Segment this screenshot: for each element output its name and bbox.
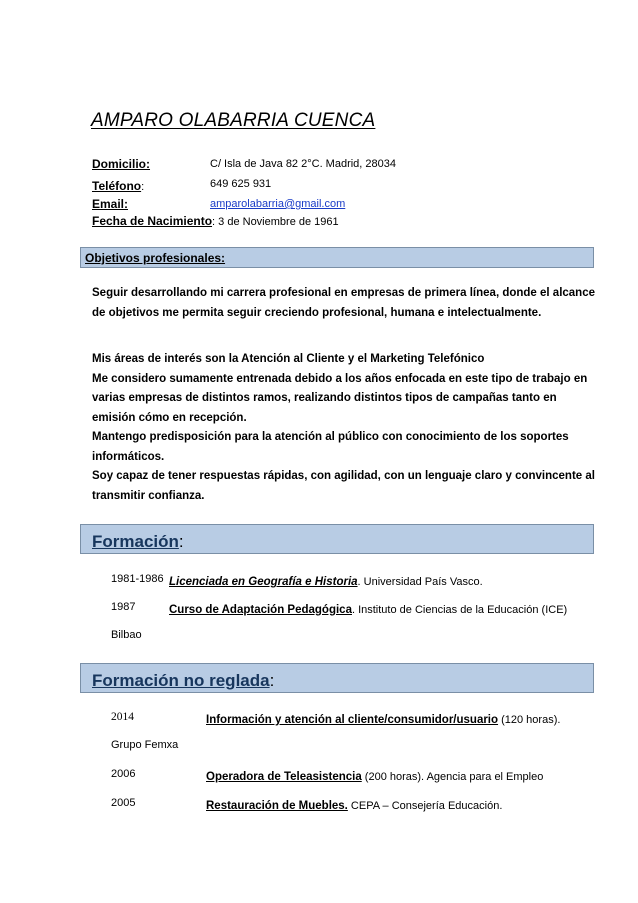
formacion-title-1: Licenciada en Geografía e Historia — [169, 576, 358, 588]
no-reglada-title-wrap — [92, 671, 274, 691]
formacion-year-2: 1987 — [111, 601, 136, 613]
nacimiento-wrap — [92, 212, 339, 230]
formacion-rest-1: . Universidad País Vasco. — [357, 576, 483, 588]
no-reglada-rest-3: CEPA – Consejería Educación. — [347, 800, 503, 812]
no-reglada-item-2 — [206, 767, 543, 785]
formacion-cont-2: Bilbao — [111, 629, 142, 641]
formacion-year-1: 1981-1986 — [111, 573, 164, 585]
objetivos-line-2: Me considero sumamente entrenada debido a los años enfocada en este tipo de trabajo en varias empresas de distintos ramos, realizando distintos tipos de campañas tanto en emisión cómo en recepción. — [92, 372, 588, 424]
formacion-rest-2: . Instituto de Ciencias de la Educación (ICE) — [351, 604, 568, 616]
no-reglada-banner — [80, 663, 594, 693]
telefono-value: 649 625 931 — [210, 178, 272, 190]
no-reglada-cont-1: Grupo Femxa — [111, 739, 179, 751]
objetivos-title: Objetivos profesionales: — [85, 251, 226, 265]
no-reglada-title-2: Operadora de Teleasistencia — [206, 771, 362, 783]
email-label: Email: — [92, 197, 129, 211]
no-reglada-year-1: 2014 — [111, 711, 134, 723]
formacion-banner — [80, 524, 594, 554]
no-reglada-year-2: 2006 — [111, 768, 136, 780]
nacimiento-value: : 3 de Noviembre de 1961 — [212, 216, 339, 228]
no-reglada-year-3: 2005 — [111, 797, 136, 809]
formacion-item-2 — [169, 600, 567, 618]
no-reglada-rest-2: (200 horas). Agencia para el Empleo — [361, 771, 544, 783]
formacion-item-1 — [169, 572, 483, 590]
telefono-label-wrap — [92, 177, 144, 195]
formacion-colon: : — [178, 532, 184, 551]
no-reglada-item-3 — [206, 796, 502, 814]
telefono-label: Teléfono — [92, 179, 142, 193]
formacion-title-wrap — [92, 532, 184, 552]
formacion-title-2: Curso de Adaptación Pedagógica — [169, 604, 352, 616]
objetivos-line-3: Mantengo predisposición para la atención al público con conocimiento de los soportes informáticos. — [92, 431, 569, 463]
no-reglada-title-1: Información y atención al cliente/consumidor/usuario — [206, 714, 499, 726]
objetivos-banner — [80, 247, 594, 268]
nacimiento-label: Fecha de Nacimiento — [92, 214, 213, 228]
telefono-colon: : — [141, 181, 145, 193]
email-link[interactable]: amparolabarria@gmail.com — [210, 198, 346, 210]
no-reglada-colon: : — [269, 671, 275, 690]
candidate-name: AMPARO OLABARRIA CUENCA — [91, 110, 376, 131]
no-reglada-item-1 — [206, 710, 560, 728]
objetivos-p1: Seguir desarrollando mi carrera profesional en empresas de primera línea, donde el alcance de objetivos me permita seguir creciendo profesional, humana e intelectualmente. — [92, 287, 596, 319]
no-reglada-title: Formación no reglada — [92, 671, 270, 690]
formacion-title: Formación — [92, 532, 179, 551]
objetivos-line-4: Soy capaz de tener respuestas rápidas, con agilidad, con un lenguaje claro y convincente al transmitir confianza. — [92, 470, 595, 502]
no-reglada-title-3: Restauración de Muebles. — [206, 800, 348, 812]
objetivos-line-1: Mis áreas de interés son la Atención al Cliente y el Marketing Telefónico — [92, 353, 485, 365]
domicilio-label: Domicilio: — [92, 157, 151, 171]
domicilio-value: C/ Isla de Java 82 2°C. Madrid, 28034 — [210, 158, 397, 170]
objetivos-paragraph-2 — [92, 350, 597, 506]
objetivos-paragraph-1 — [92, 284, 597, 323]
no-reglada-rest-1: (120 horas). — [498, 714, 561, 726]
